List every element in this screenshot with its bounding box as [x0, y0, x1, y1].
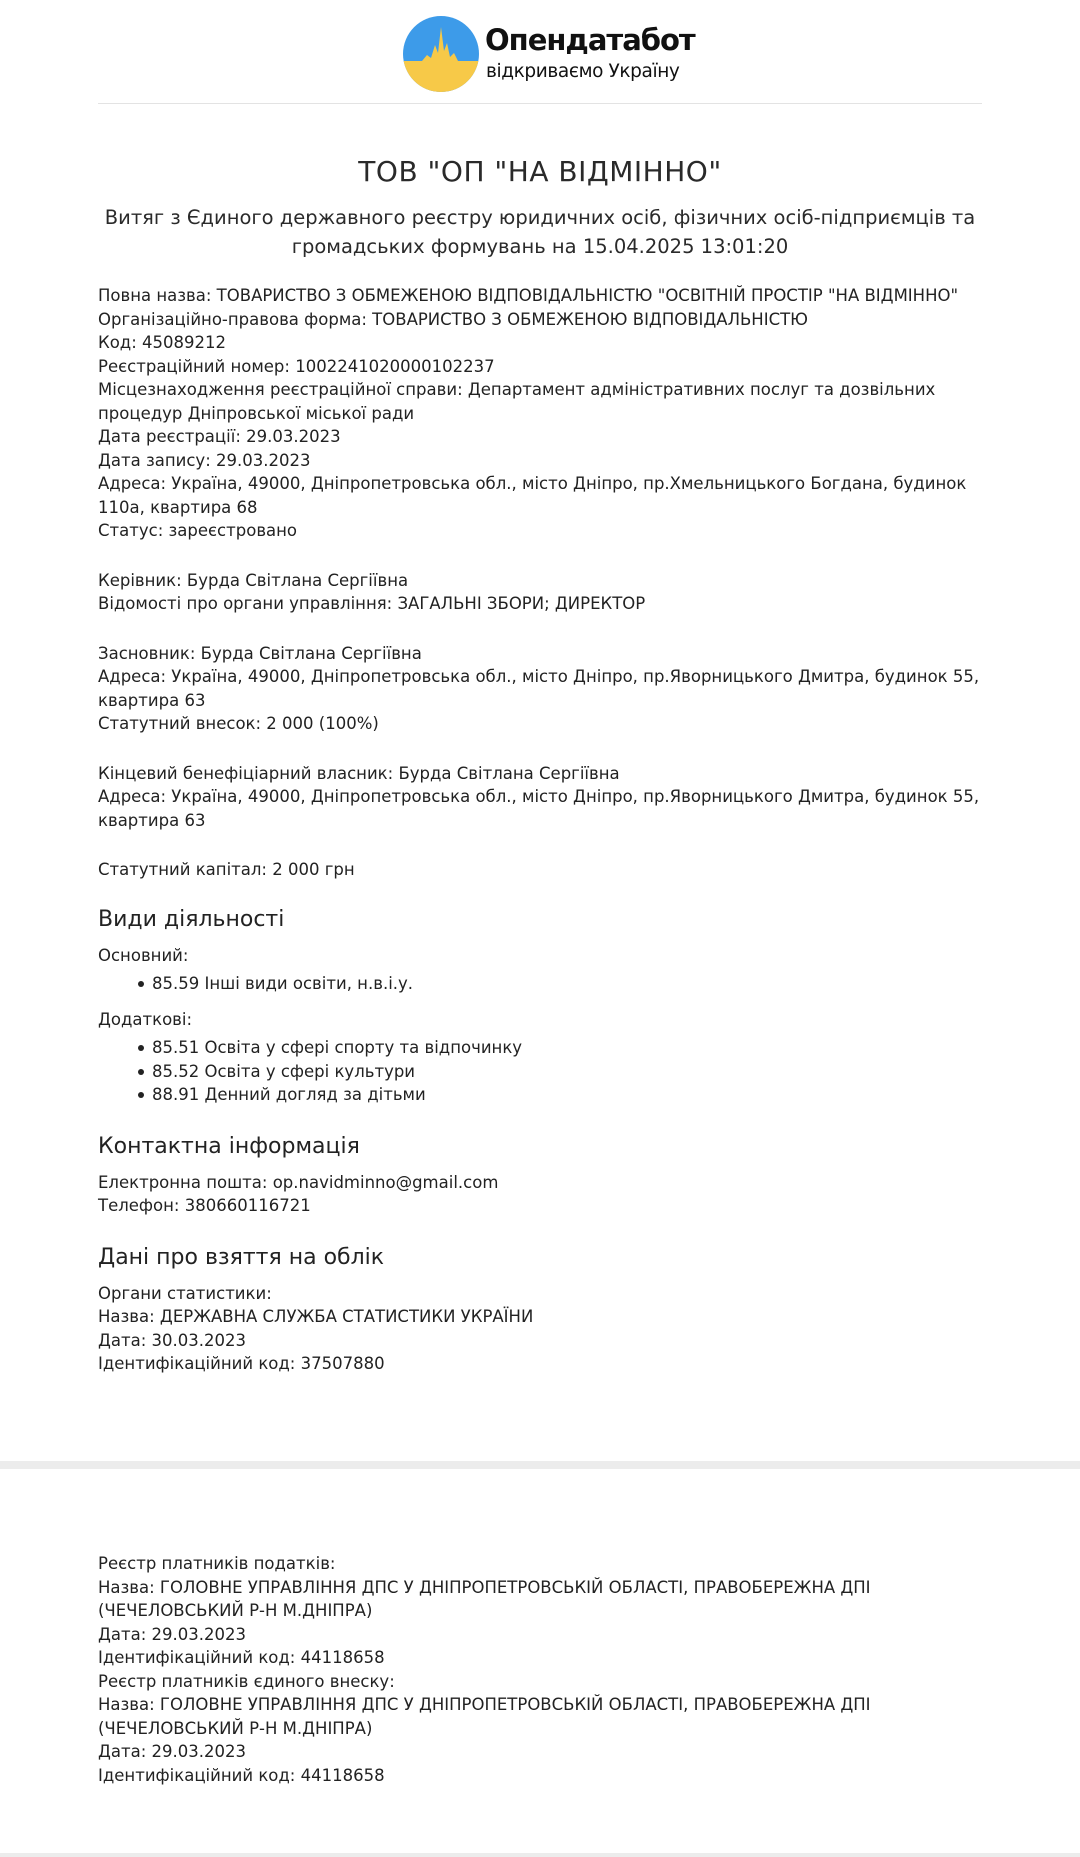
logo-name: Опендатабот: [485, 23, 695, 57]
statistics-label: Органи статистики:: [98, 1283, 272, 1303]
page-subtitle: Витяг з Єдиного державного реєстру юридичних осіб, фізичних осіб-підприємців та громадських формувань на 15.04.2025 13:01:20: [104, 206, 976, 258]
main-activity-label: Основний:: [98, 945, 189, 965]
extra-activity-list: [98, 1036, 982, 1107]
spacer: [98, 832, 982, 858]
list-item: 85.52 Освіта у сфері культури: [152, 1060, 982, 1084]
logo-tagline: відкриваємо Україну: [486, 61, 680, 82]
statistics-date: Дата: 30.03.2023: [98, 1330, 247, 1350]
company-status: Статус: зареєстровано: [98, 521, 298, 540]
company-record-date: Дата запису: 29.03.2023: [98, 450, 311, 470]
extra-activity-label: Додаткові:: [98, 1009, 193, 1029]
company-full-name: Повна назва: ТОВАРИСТВО З ОБМЕЖЕНОЮ ВІДПОВІДАЛЬНІСТЮ "ОСВІТНІЙ ПРОСТІР "НА ВІДМІННО": [98, 286, 959, 305]
page-bottom-edge: [0, 1853, 1080, 1857]
tax-register-date: Дата: 29.03.2023: [98, 1624, 247, 1644]
spacer: [98, 996, 982, 1008]
list-item: 85.59 Інші види освіти, н.в.і.у.: [152, 972, 982, 996]
management-bodies: Відомості про органи управління: ЗАГАЛЬНІ ЗБОРИ; ДИРЕКТОР: [98, 594, 646, 613]
opendatabot-logo[interactable]: [402, 15, 695, 93]
company-reg-location: Місцезнаходження реєстраційної справи: Департамент адміністративних послуг та дозвільних процедур Дніпровської міської ради: [98, 380, 936, 423]
company-address: Адреса: Україна, 49000, Дніпропетровська обл., місто Дніпро, пр.Хмельницького Богдана, будинок 110а, квартира 68: [98, 474, 967, 517]
activities-heading: Види діяльності: [98, 906, 285, 932]
tax-register-label: Реєстр платників податків:: [98, 1554, 336, 1573]
spacer: [98, 616, 982, 642]
company-reg-date: Дата реєстрації: 29.03.2023: [98, 427, 341, 446]
spacer: [98, 736, 982, 762]
single-contribution-date: Дата: 29.03.2023: [98, 1742, 247, 1761]
contact-phone: Телефон: 380660116721: [98, 1196, 311, 1215]
extract-content: [98, 284, 982, 1376]
list-item: 88.91 Денний догляд за дітьми: [152, 1083, 982, 1107]
single-contribution-id-code: Ідентифікаційний код: 44118658: [98, 1765, 385, 1785]
company-legal-form: Організаційно-правова форма: ТОВАРИСТВО З ОБМЕЖЕНОЮ ВІДПОВІДАЛЬНІСТЮ: [98, 309, 808, 329]
manager-name: Керівник: Бурда Світлана Сергіївна: [98, 570, 409, 590]
founder-address: Адреса: Україна, 49000, Дніпропетровська обл., місто Дніпро, пр.Яворницького Дмитра, будинок 55, квартира 63: [98, 667, 980, 710]
beneficiary-name: Кінцевий бенефіціарний власник: Бурда Світлана Сергіївна: [98, 763, 620, 783]
page-title: ТОВ "ОП "НА ВІДМІННО": [358, 155, 722, 188]
header-divider: [98, 103, 982, 104]
company-reg-number: Реєстраційний номер: 1002241020000102237: [98, 356, 495, 376]
extract-content-page-2: [98, 1552, 982, 1787]
main-activity-list: [98, 972, 982, 996]
contact-email: Електронна пошта: op.navidminno@gmail.com: [98, 1172, 499, 1192]
list-item: 85.51 Освіта у сфері спорту та відпочинку: [152, 1036, 982, 1060]
page-break: [0, 1461, 1080, 1469]
statistics-id-code: Ідентифікаційний код: 37507880: [98, 1354, 385, 1373]
registration-heading: Дані про взяття на облік: [98, 1244, 385, 1270]
single-contribution-label: Реєстр платників єдиного внеску:: [98, 1671, 395, 1691]
statistics-name: Назва: ДЕРЖАВНА СЛУЖБА СТАТИСТИКИ УКРАЇНИ: [98, 1307, 534, 1326]
tax-register-id-code: Ідентифікаційний код: 44118658: [98, 1648, 385, 1667]
logo-mark-icon: [402, 15, 480, 93]
founder-name: Засновник: Бурда Світлана Сергіївна: [98, 643, 422, 663]
beneficiary-address: Адреса: Україна, 49000, Дніпропетровська обл., місто Дніпро, пр.Яворницького Дмитра, будинок 55, квартира 63: [98, 787, 980, 830]
tax-register-name: Назва: ГОЛОВНЕ УПРАВЛІННЯ ДПС У ДНІПРОПЕТРОВСЬКІЙ ОБЛАСТІ, ПРАВОБЕРЕЖНА ДПІ (ЧЕЧЕЛОВСЬКИЙ Р-Н М.ДНІПРА): [98, 1577, 871, 1620]
authorized-capital: Статутний капітал: 2 000 грн: [98, 860, 355, 879]
spacer: [98, 543, 982, 569]
founder-contribution: Статутний внесок: 2 000 (100%): [98, 714, 379, 733]
contacts-heading: Контактна інформація: [98, 1133, 360, 1159]
single-contribution-name: Назва: ГОЛОВНЕ УПРАВЛІННЯ ДПС У ДНІПРОПЕТРОВСЬКІЙ ОБЛАСТІ, ПРАВОБЕРЕЖНА ДПІ (ЧЕЧЕЛОВСЬКИЙ Р-Н М.ДНІПРА): [98, 1695, 871, 1738]
company-code: Код: 45089212: [98, 333, 227, 352]
